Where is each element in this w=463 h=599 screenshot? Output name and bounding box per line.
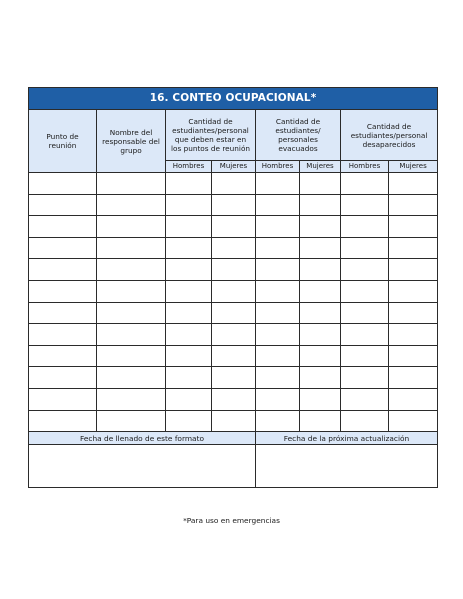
table-row bbox=[29, 324, 438, 346]
cell-meeting-point[interactable] bbox=[29, 259, 97, 281]
cell-expected-men[interactable] bbox=[166, 237, 212, 259]
cell-expected-women[interactable] bbox=[212, 259, 256, 281]
cell-missing-women[interactable] bbox=[389, 194, 438, 216]
cell-evacuated-women[interactable] bbox=[300, 216, 341, 238]
header-meeting-point: Punto de reunión bbox=[29, 110, 97, 173]
next-update-field[interactable] bbox=[256, 445, 438, 488]
cell-meeting-point[interactable] bbox=[29, 173, 97, 195]
subheader-missing-men: Hombres bbox=[341, 161, 389, 173]
cell-meeting-point[interactable] bbox=[29, 280, 97, 302]
occupational-count-table bbox=[28, 87, 438, 432]
subheader-expected-women: Mujeres bbox=[212, 161, 256, 173]
cell-meeting-point[interactable] bbox=[29, 410, 97, 432]
cell-evacuated-men[interactable] bbox=[256, 410, 300, 432]
cell-expected-women[interactable] bbox=[212, 216, 256, 238]
cell-missing-men[interactable] bbox=[341, 302, 389, 324]
cell-expected-men[interactable] bbox=[166, 280, 212, 302]
cell-missing-women[interactable] bbox=[389, 280, 438, 302]
cell-expected-women[interactable] bbox=[212, 345, 256, 367]
cell-evacuated-women[interactable] bbox=[300, 237, 341, 259]
fill-date-field[interactable] bbox=[29, 445, 256, 488]
fill-date-label: Fecha de llenado de este formato bbox=[29, 432, 256, 445]
subheader-evacuated-women: Mujeres bbox=[300, 161, 341, 173]
subheader-expected-men: Hombres bbox=[166, 161, 212, 173]
cell-missing-women[interactable] bbox=[389, 216, 438, 238]
cell-group-leader[interactable] bbox=[97, 410, 166, 432]
table-row bbox=[29, 173, 438, 195]
subheader-evacuated-men: Hombres bbox=[256, 161, 300, 173]
cell-evacuated-women[interactable] bbox=[300, 280, 341, 302]
cell-meeting-point[interactable] bbox=[29, 302, 97, 324]
cell-group-leader[interactable] bbox=[97, 345, 166, 367]
cell-evacuated-men[interactable] bbox=[256, 237, 300, 259]
table-row bbox=[29, 367, 438, 389]
cell-meeting-point[interactable] bbox=[29, 324, 97, 346]
cell-expected-men[interactable] bbox=[166, 259, 212, 281]
cell-expected-men[interactable] bbox=[166, 367, 212, 389]
cell-expected-women[interactable] bbox=[212, 388, 256, 410]
table-row bbox=[29, 194, 438, 216]
cell-missing-men[interactable] bbox=[341, 388, 389, 410]
cell-evacuated-men[interactable] bbox=[256, 367, 300, 389]
cell-meeting-point[interactable] bbox=[29, 345, 97, 367]
cell-evacuated-men[interactable] bbox=[256, 302, 300, 324]
cell-group-leader[interactable] bbox=[97, 367, 166, 389]
subheader-missing-women: Mujeres bbox=[389, 161, 438, 173]
cell-evacuated-women[interactable] bbox=[300, 345, 341, 367]
cell-group-leader[interactable] bbox=[97, 237, 166, 259]
cell-expected-men[interactable] bbox=[166, 410, 212, 432]
table-row bbox=[29, 216, 438, 238]
cell-missing-women[interactable] bbox=[389, 345, 438, 367]
cell-missing-women[interactable] bbox=[389, 173, 438, 195]
table-row bbox=[29, 237, 438, 259]
cell-evacuated-women[interactable] bbox=[300, 324, 341, 346]
header-group-leader: Nombre del responsable del grupo bbox=[97, 110, 166, 173]
cell-evacuated-men[interactable] bbox=[256, 280, 300, 302]
cell-evacuated-men[interactable] bbox=[256, 216, 300, 238]
cell-group-leader[interactable] bbox=[97, 324, 166, 346]
cell-meeting-point[interactable] bbox=[29, 194, 97, 216]
cell-evacuated-men[interactable] bbox=[256, 345, 300, 367]
cell-expected-women[interactable] bbox=[212, 194, 256, 216]
table-row bbox=[29, 345, 438, 367]
header-expected-count: Cantidad de estudiantes/personal que deben estar en los puntos de reunión bbox=[166, 110, 256, 161]
cell-evacuated-men[interactable] bbox=[256, 259, 300, 281]
table-row bbox=[29, 280, 438, 302]
cell-group-leader[interactable] bbox=[97, 259, 166, 281]
occupational-count-form bbox=[28, 87, 437, 488]
cell-evacuated-men[interactable] bbox=[256, 194, 300, 216]
cell-missing-men[interactable] bbox=[341, 237, 389, 259]
cell-expected-women[interactable] bbox=[212, 302, 256, 324]
cell-evacuated-women[interactable] bbox=[300, 302, 341, 324]
cell-missing-women[interactable] bbox=[389, 367, 438, 389]
cell-meeting-point[interactable] bbox=[29, 388, 97, 410]
cell-group-leader[interactable] bbox=[97, 173, 166, 195]
cell-meeting-point[interactable] bbox=[29, 216, 97, 238]
cell-missing-women[interactable] bbox=[389, 237, 438, 259]
cell-missing-men[interactable] bbox=[341, 173, 389, 195]
cell-expected-women[interactable] bbox=[212, 280, 256, 302]
cell-expected-women[interactable] bbox=[212, 173, 256, 195]
cell-meeting-point[interactable] bbox=[29, 237, 97, 259]
cell-evacuated-men[interactable] bbox=[256, 173, 300, 195]
cell-evacuated-women[interactable] bbox=[300, 173, 341, 195]
header-missing-count: Cantidad de estudiantes/personal desaparecidos bbox=[341, 110, 438, 161]
cell-missing-men[interactable] bbox=[341, 194, 389, 216]
dates-table bbox=[28, 431, 438, 488]
cell-missing-men[interactable] bbox=[341, 367, 389, 389]
cell-expected-women[interactable] bbox=[212, 367, 256, 389]
cell-group-leader[interactable] bbox=[97, 280, 166, 302]
cell-expected-women[interactable] bbox=[212, 410, 256, 432]
cell-group-leader[interactable] bbox=[97, 216, 166, 238]
cell-group-leader[interactable] bbox=[97, 388, 166, 410]
cell-missing-women[interactable] bbox=[389, 410, 438, 432]
cell-evacuated-men[interactable] bbox=[256, 388, 300, 410]
cell-missing-men[interactable] bbox=[341, 280, 389, 302]
table-row bbox=[29, 302, 438, 324]
cell-missing-men[interactable] bbox=[341, 345, 389, 367]
cell-group-leader[interactable] bbox=[97, 302, 166, 324]
cell-missing-women[interactable] bbox=[389, 324, 438, 346]
cell-missing-women[interactable] bbox=[389, 259, 438, 281]
cell-evacuated-men[interactable] bbox=[256, 324, 300, 346]
cell-expected-women[interactable] bbox=[212, 237, 256, 259]
cell-meeting-point[interactable] bbox=[29, 367, 97, 389]
cell-expected-men[interactable] bbox=[166, 388, 212, 410]
cell-missing-men[interactable] bbox=[341, 259, 389, 281]
form-title: 16. CONTEO OCUPACIONAL* bbox=[29, 88, 438, 110]
cell-expected-men[interactable] bbox=[166, 302, 212, 324]
table-row bbox=[29, 410, 438, 432]
cell-group-leader[interactable] bbox=[97, 194, 166, 216]
cell-expected-men[interactable] bbox=[166, 345, 212, 367]
cell-expected-men[interactable] bbox=[166, 173, 212, 195]
table-row bbox=[29, 259, 438, 281]
cell-evacuated-women[interactable] bbox=[300, 388, 341, 410]
next-update-label: Fecha de la próxima actualización bbox=[256, 432, 438, 445]
cell-missing-men[interactable] bbox=[341, 410, 389, 432]
cell-missing-women[interactable] bbox=[389, 388, 438, 410]
cell-expected-men[interactable] bbox=[166, 216, 212, 238]
cell-evacuated-women[interactable] bbox=[300, 410, 341, 432]
cell-expected-men[interactable] bbox=[166, 194, 212, 216]
cell-expected-women[interactable] bbox=[212, 324, 256, 346]
header-evacuated-count: Cantidad de estudiantes/ personales evacuados bbox=[256, 110, 341, 161]
cell-evacuated-women[interactable] bbox=[300, 367, 341, 389]
cell-missing-women[interactable] bbox=[389, 302, 438, 324]
footnote: *Para uso en emergencias bbox=[183, 516, 280, 525]
cell-missing-men[interactable] bbox=[341, 324, 389, 346]
cell-missing-men[interactable] bbox=[341, 216, 389, 238]
cell-evacuated-women[interactable] bbox=[300, 194, 341, 216]
cell-expected-men[interactable] bbox=[166, 324, 212, 346]
table-row bbox=[29, 388, 438, 410]
cell-evacuated-women[interactable] bbox=[300, 259, 341, 281]
